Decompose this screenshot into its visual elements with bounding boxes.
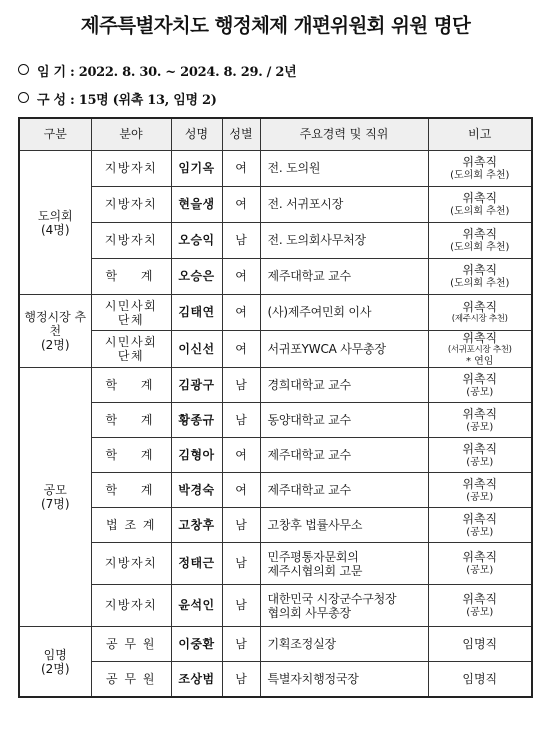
field-cell: 지방자치: [91, 543, 171, 585]
gender-cell: 남: [222, 585, 260, 627]
field-cell: 학 계: [91, 368, 171, 403]
note-sub: (공모): [466, 526, 494, 538]
note-cell: [428, 295, 532, 331]
career-cell: 동양대학교 교수: [260, 403, 428, 438]
gender-cell: 남: [222, 368, 260, 403]
gender-cell: 여: [222, 473, 260, 508]
note-main: 위촉직: [462, 550, 498, 564]
note-main: 위촉직: [462, 511, 498, 526]
note-main: 위촉직: [462, 155, 498, 169]
table-row: [19, 543, 532, 585]
career-line: 협의회 사무총장: [267, 605, 351, 620]
composition-line: [18, 89, 217, 108]
note-sub: (도의회 추천): [450, 170, 510, 181]
field-cell: 지방자치: [91, 151, 171, 187]
table-row: [19, 473, 532, 508]
field-cell: 학 계: [91, 438, 171, 473]
member-table: [18, 117, 533, 698]
career-cell: 제주대학교 교수: [260, 473, 428, 508]
career-cell: 특별자치행정국장: [260, 662, 428, 698]
table-row: [19, 627, 532, 662]
name-cell: 이신선: [171, 331, 222, 368]
table-row: [19, 295, 532, 331]
table-header-row: [19, 118, 532, 151]
name-cell: 김형아: [171, 438, 222, 473]
note-main: 위촉직: [462, 406, 498, 421]
career-cell: 고창후 법률사무소: [260, 508, 428, 543]
career-cell: 기획조정실장: [260, 627, 428, 662]
gender-cell: 남: [222, 403, 260, 438]
note-sub: (공모): [466, 607, 494, 618]
note-cell: [428, 331, 532, 368]
note-cell: 임명직: [428, 662, 532, 698]
note-main: 위촉직: [462, 263, 498, 277]
name-cell: 오승익: [171, 223, 222, 259]
name-cell: 오승은: [171, 259, 222, 295]
career-cell: 전. 도의원: [260, 151, 428, 187]
field-line: 단체: [117, 312, 145, 327]
note-cell: [428, 187, 532, 223]
note-sub: (공모): [466, 386, 494, 398]
header-career: 주요경력 및 직위: [260, 118, 428, 151]
note-sub: (도의회 추천): [450, 206, 510, 217]
name-cell: 김광구: [171, 368, 222, 403]
field-cell: 공 무 원: [91, 627, 171, 662]
career-cell: [260, 585, 428, 627]
composition-text: 구 성 : 15명 (위촉 13, 임명 2): [37, 93, 217, 108]
note-sub: (도의회 추천): [450, 242, 510, 253]
field-cell: 공 무 원: [91, 662, 171, 698]
gender-cell: 남: [222, 508, 260, 543]
career-cell: 전. 서귀포시장: [260, 187, 428, 223]
note-cell: [428, 403, 532, 438]
gender-cell: 여: [222, 259, 260, 295]
gender-cell: 남: [222, 223, 260, 259]
note-cell: [428, 438, 532, 473]
career-cell: 제주대학교 교수: [260, 259, 428, 295]
note-cell: [428, 473, 532, 508]
gender-cell: 여: [222, 295, 260, 331]
note-sub: (공모): [466, 491, 494, 503]
note-sub: (도의회 추천): [450, 278, 510, 289]
career-cell: 전. 도의회사무처장: [260, 223, 428, 259]
group-label: 행정시장 추천: [24, 310, 87, 338]
field-cell: 지방자치: [91, 187, 171, 223]
note-main: 위촉직: [462, 300, 498, 314]
group-count: (7명): [40, 497, 70, 511]
group-count: (2명): [40, 661, 70, 676]
note-cell: [428, 151, 532, 187]
note-sub: (공모): [466, 456, 494, 468]
note-sub: (공모): [466, 421, 494, 433]
note-extra: * 연임: [466, 356, 494, 367]
gender-cell: 여: [222, 187, 260, 223]
header-gender: 성별: [222, 118, 260, 151]
field-cell: 학 계: [91, 259, 171, 295]
note-sub: (제주시장 추천): [451, 314, 508, 324]
group-label: 공모: [43, 483, 67, 497]
gender-cell: 남: [222, 543, 260, 585]
page-title: 제주특별자치도 행정체제 개편위원회 위원 명단: [80, 14, 471, 37]
name-cell: 현을생: [171, 187, 222, 223]
table-row: [19, 368, 532, 403]
gender-cell: 남: [222, 662, 260, 698]
field-cell: 지방자치: [91, 585, 171, 627]
term-text: 임 기 : 2022. 8. 30. ~ 2024. 8. 29. / 2년: [37, 65, 297, 80]
gender-cell: 여: [222, 331, 260, 368]
field-line: 단체: [117, 349, 145, 363]
note-cell: [428, 368, 532, 403]
name-cell: 고창후: [171, 508, 222, 543]
field-line: 시민사회: [104, 335, 158, 349]
group-cell: [19, 151, 91, 295]
field-cell: [91, 331, 171, 368]
note-cell: [428, 585, 532, 627]
name-cell: 김태연: [171, 295, 222, 331]
note-cell: 임명직: [428, 627, 532, 662]
name-cell: 정태근: [171, 543, 222, 585]
career-line: 제주시협의회 고문: [267, 563, 363, 578]
career-cell: 경희대학교 교수: [260, 368, 428, 403]
name-cell: 윤석인: [171, 585, 222, 627]
field-cell: 학 계: [91, 403, 171, 438]
header-field: 분야: [91, 118, 171, 151]
note-main: 위촉직: [462, 191, 498, 205]
table-row: [19, 438, 532, 473]
name-cell: 조상범: [171, 662, 222, 698]
field-cell: 학 계: [91, 473, 171, 508]
table-row: [19, 508, 532, 543]
note-cell: [428, 259, 532, 295]
career-cell: (사)제주여민회 이사: [260, 295, 428, 331]
group-cell: [19, 627, 91, 698]
gender-cell: 여: [222, 151, 260, 187]
note-cell: [428, 508, 532, 543]
group-count: (2명): [40, 338, 70, 352]
table-row: [19, 662, 532, 698]
circle-bullet-icon: [18, 64, 29, 75]
note-main: 위촉직: [462, 227, 498, 241]
table-row: [19, 223, 532, 259]
career-line: 대한민국 시장군수구청장: [267, 591, 397, 606]
field-cell: 법 조 계: [91, 508, 171, 543]
header-note: 비고: [428, 118, 532, 151]
field-cell: [91, 295, 171, 331]
table-row: [19, 331, 532, 368]
header-name: 성명: [171, 118, 222, 151]
career-cell: 서귀포YWCA 사무총장: [260, 331, 428, 368]
group-label: 도의회: [37, 208, 73, 223]
name-cell: 박경숙: [171, 473, 222, 508]
note-main: 위촉직: [462, 331, 498, 345]
table-row: [19, 403, 532, 438]
note-main: 위촉직: [462, 476, 498, 491]
note-sub: (서귀포시장 추천): [447, 345, 512, 355]
table-row: [19, 259, 532, 295]
career-cell: [260, 543, 428, 585]
table-row: [19, 151, 532, 187]
note-main: 위촉직: [462, 592, 498, 606]
term-line: [18, 61, 296, 80]
career-cell: 제주대학교 교수: [260, 438, 428, 473]
table-row: [19, 187, 532, 223]
note-main: 위촉직: [462, 371, 498, 386]
note-cell: [428, 543, 532, 585]
note-sub: (공모): [466, 565, 494, 576]
name-cell: 황종규: [171, 403, 222, 438]
gender-cell: 여: [222, 438, 260, 473]
field-line: 시민사회: [104, 298, 158, 313]
header-category: 구분: [19, 118, 91, 151]
note-cell: [428, 223, 532, 259]
field-cell: 지방자치: [91, 223, 171, 259]
circle-bullet-icon: [18, 92, 29, 103]
gender-cell: 남: [222, 627, 260, 662]
name-cell: 이중환: [171, 627, 222, 662]
group-cell: [19, 368, 91, 627]
note-main: 위촉직: [462, 441, 498, 456]
career-line: 민주평통자문회의: [267, 549, 359, 564]
group-label: 임명: [43, 647, 67, 662]
table-row: [19, 585, 532, 627]
group-cell: [19, 295, 91, 368]
name-cell: 임기옥: [171, 151, 222, 187]
group-count: (4명): [40, 222, 70, 237]
